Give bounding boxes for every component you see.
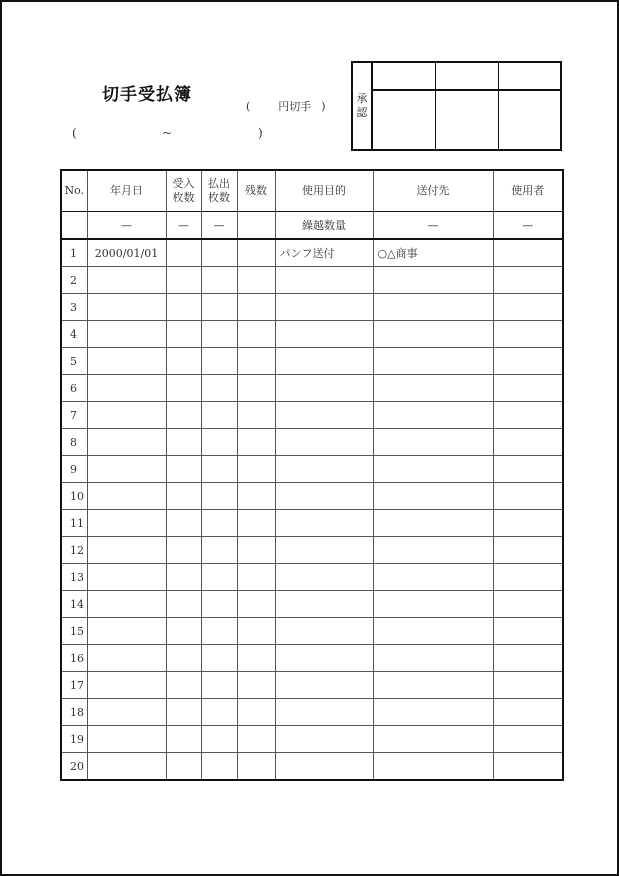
cell-received[interactable] — [166, 456, 201, 483]
cell-purpose[interactable] — [275, 294, 373, 321]
cell-issued[interactable] — [201, 402, 237, 429]
cell-issued[interactable] — [201, 726, 237, 753]
header-destination: 送付先 — [373, 170, 493, 212]
cell-date[interactable] — [87, 645, 166, 672]
cell-purpose[interactable] — [275, 267, 373, 294]
approval-title-cell-1[interactable] — [372, 62, 435, 90]
cell-user[interactable] — [493, 510, 563, 537]
cell-purpose[interactable] — [275, 483, 373, 510]
cell-no: 5 — [61, 348, 87, 375]
table-row — [61, 537, 563, 564]
period-open-paren: ( — [72, 126, 77, 140]
cell-remaining[interactable] — [237, 672, 275, 699]
carry-received-cell: — — [166, 212, 201, 240]
cell-destination[interactable] — [373, 591, 493, 618]
table-row — [61, 456, 563, 483]
cell-destination[interactable] — [373, 510, 493, 537]
approval-label — [352, 62, 372, 150]
cell-destination[interactable] — [373, 645, 493, 672]
cell-no: 11 — [61, 510, 87, 537]
cell-user[interactable] — [493, 726, 563, 753]
cell-user[interactable] — [493, 645, 563, 672]
carry-destination-cell: — — [373, 212, 493, 240]
cell-user[interactable] — [493, 591, 563, 618]
cell-remaining[interactable] — [237, 510, 275, 537]
cell-destination[interactable] — [373, 618, 493, 645]
stamp-type-label: 円切手 — [278, 100, 312, 113]
cell-date[interactable] — [87, 672, 166, 699]
cell-received[interactable] — [166, 239, 201, 267]
cell-issued[interactable] — [201, 537, 237, 564]
cell-destination[interactable] — [373, 672, 493, 699]
approval-title-cell-2[interactable] — [435, 62, 498, 90]
cell-destination[interactable] — [373, 483, 493, 510]
cell-issued[interactable] — [201, 510, 237, 537]
cell-user[interactable] — [493, 429, 563, 456]
cell-remaining[interactable] — [237, 645, 275, 672]
cell-date[interactable] — [87, 726, 166, 753]
cell-destination[interactable] — [373, 321, 493, 348]
approval-stamp-cell-3[interactable] — [498, 90, 561, 150]
cell-received[interactable] — [166, 537, 201, 564]
table-row — [61, 564, 563, 591]
cell-issued[interactable] — [201, 699, 237, 726]
cell-user[interactable] — [493, 537, 563, 564]
cell-received[interactable] — [166, 429, 201, 456]
cell-user[interactable] — [493, 267, 563, 294]
cell-received[interactable] — [166, 321, 201, 348]
approval-stamp-cell-2[interactable] — [435, 90, 498, 150]
cell-remaining[interactable] — [237, 267, 275, 294]
stamp-type-close-paren: ) — [321, 100, 326, 113]
cell-no: 4 — [61, 321, 87, 348]
cell-purpose[interactable]: パンフ送付 — [275, 239, 373, 267]
cell-received[interactable] — [166, 591, 201, 618]
cell-no: 13 — [61, 564, 87, 591]
carry-remaining-cell[interactable] — [237, 212, 275, 240]
cell-no: 9 — [61, 456, 87, 483]
carry-date-cell: — — [87, 212, 166, 240]
cell-issued[interactable] — [201, 564, 237, 591]
cell-issued[interactable] — [201, 321, 237, 348]
cell-issued[interactable] — [201, 672, 237, 699]
cell-remaining[interactable] — [237, 402, 275, 429]
cell-issued[interactable] — [201, 618, 237, 645]
cell-no: 15 — [61, 618, 87, 645]
cell-issued[interactable] — [201, 753, 237, 781]
header-received: 受入 枚数 — [166, 170, 201, 212]
cell-issued[interactable] — [201, 456, 237, 483]
table-row — [61, 645, 563, 672]
cell-issued[interactable] — [201, 429, 237, 456]
cell-received[interactable] — [166, 510, 201, 537]
cell-received[interactable] — [166, 564, 201, 591]
cell-destination[interactable] — [373, 456, 493, 483]
cell-received[interactable] — [166, 699, 201, 726]
cell-issued[interactable] — [201, 483, 237, 510]
carry-over-row — [61, 212, 563, 240]
cell-no: 3 — [61, 294, 87, 321]
cell-user[interactable] — [493, 699, 563, 726]
table-row — [61, 753, 563, 781]
cell-date[interactable] — [87, 591, 166, 618]
table-row — [61, 294, 563, 321]
cell-issued[interactable] — [201, 591, 237, 618]
cell-purpose[interactable] — [275, 564, 373, 591]
header-user: 使用者 — [493, 170, 563, 212]
table-row — [61, 348, 563, 375]
cell-received[interactable] — [166, 726, 201, 753]
table-row — [61, 618, 563, 645]
cell-user[interactable] — [493, 239, 563, 267]
cell-date[interactable] — [87, 348, 166, 375]
cell-destination[interactable] — [373, 726, 493, 753]
cell-user[interactable] — [493, 294, 563, 321]
cell-purpose[interactable] — [275, 321, 373, 348]
cell-remaining[interactable] — [237, 483, 275, 510]
cell-purpose[interactable] — [275, 402, 373, 429]
cell-remaining[interactable] — [237, 239, 275, 267]
cell-destination[interactable] — [373, 564, 493, 591]
cell-issued[interactable] — [201, 239, 237, 267]
cell-issued[interactable] — [201, 645, 237, 672]
cell-remaining[interactable] — [237, 375, 275, 402]
header-issued: 払出 枚数 — [201, 170, 237, 212]
cell-destination[interactable] — [373, 348, 493, 375]
table-row — [61, 267, 563, 294]
cell-destination[interactable] — [373, 267, 493, 294]
cell-received[interactable] — [166, 645, 201, 672]
cell-remaining[interactable] — [237, 429, 275, 456]
cell-user[interactable] — [493, 564, 563, 591]
cell-date[interactable] — [87, 537, 166, 564]
cell-no: 16 — [61, 645, 87, 672]
cell-purpose[interactable] — [275, 348, 373, 375]
cell-purpose[interactable] — [275, 591, 373, 618]
stamp-type-open-paren: ( — [246, 100, 251, 113]
cell-remaining[interactable] — [237, 591, 275, 618]
document-title: 切手受払簿 — [102, 85, 192, 105]
table-row — [61, 429, 563, 456]
cell-purpose[interactable] — [275, 645, 373, 672]
period-separator: ~ — [162, 126, 173, 140]
table-row — [61, 483, 563, 510]
header-remaining: 残数 — [237, 170, 275, 212]
cell-user[interactable] — [493, 753, 563, 781]
cell-date[interactable] — [87, 321, 166, 348]
table-header-row — [61, 170, 563, 212]
cell-destination[interactable] — [373, 429, 493, 456]
cell-remaining[interactable] — [237, 564, 275, 591]
cell-received[interactable] — [166, 402, 201, 429]
cell-received[interactable] — [166, 672, 201, 699]
cell-date[interactable] — [87, 294, 166, 321]
cell-destination[interactable] — [373, 699, 493, 726]
cell-received[interactable] — [166, 375, 201, 402]
cell-purpose[interactable] — [275, 672, 373, 699]
cell-date[interactable] — [87, 699, 166, 726]
approval-title-cell-3[interactable] — [498, 62, 561, 90]
cell-date[interactable] — [87, 753, 166, 781]
cell-user[interactable] — [493, 618, 563, 645]
cell-date[interactable] — [87, 456, 166, 483]
cell-user[interactable] — [493, 375, 563, 402]
approval-stamp-cell-1[interactable] — [372, 90, 435, 150]
cell-remaining[interactable] — [237, 348, 275, 375]
cell-user[interactable] — [493, 456, 563, 483]
cell-date[interactable] — [87, 483, 166, 510]
cell-date[interactable] — [87, 267, 166, 294]
carry-no-cell — [61, 212, 87, 240]
cell-remaining[interactable] — [237, 537, 275, 564]
cell-date[interactable] — [87, 375, 166, 402]
approval-box — [351, 61, 562, 151]
cell-date[interactable] — [87, 618, 166, 645]
cell-date[interactable] — [87, 402, 166, 429]
cell-purpose[interactable] — [275, 699, 373, 726]
cell-date[interactable] — [87, 564, 166, 591]
table-row — [61, 239, 563, 267]
table-row — [61, 699, 563, 726]
cell-no: 7 — [61, 402, 87, 429]
cell-remaining[interactable] — [237, 753, 275, 781]
cell-purpose[interactable] — [275, 429, 373, 456]
cell-issued[interactable] — [201, 294, 237, 321]
table-row — [61, 726, 563, 753]
cell-destination[interactable] — [373, 537, 493, 564]
cell-received[interactable] — [166, 348, 201, 375]
header-no: No. — [61, 170, 87, 212]
cell-received[interactable] — [166, 294, 201, 321]
cell-purpose[interactable] — [275, 456, 373, 483]
cell-no: 17 — [61, 672, 87, 699]
cell-received[interactable] — [166, 753, 201, 781]
cell-purpose[interactable] — [275, 375, 373, 402]
cell-remaining[interactable] — [237, 294, 275, 321]
cell-user[interactable] — [493, 483, 563, 510]
period-close-paren: ) — [258, 126, 263, 140]
approval-label-text: 承 認 — [356, 92, 368, 119]
cell-no: 19 — [61, 726, 87, 753]
cell-purpose[interactable] — [275, 537, 373, 564]
cell-date[interactable] — [87, 510, 166, 537]
carry-issued-cell: — — [201, 212, 237, 240]
table-row — [61, 672, 563, 699]
cell-purpose[interactable] — [275, 618, 373, 645]
table-row — [61, 510, 563, 537]
cell-remaining[interactable] — [237, 321, 275, 348]
cell-date[interactable]: 2000/01/01 — [87, 239, 166, 267]
cell-received[interactable] — [166, 483, 201, 510]
carry-user-cell: — — [493, 212, 563, 240]
cell-no: 1 — [61, 239, 87, 267]
cell-purpose[interactable] — [275, 510, 373, 537]
cell-received[interactable] — [166, 618, 201, 645]
cell-user[interactable] — [493, 672, 563, 699]
cell-no: 18 — [61, 699, 87, 726]
cell-no: 14 — [61, 591, 87, 618]
cell-no: 2 — [61, 267, 87, 294]
cell-user[interactable] — [493, 348, 563, 375]
cell-purpose[interactable] — [275, 753, 373, 781]
header-date: 年月日 — [87, 170, 166, 212]
table-row — [61, 375, 563, 402]
cell-purpose[interactable] — [275, 726, 373, 753]
cell-no: 10 — [61, 483, 87, 510]
header-purpose: 使用目的 — [275, 170, 373, 212]
cell-remaining[interactable] — [237, 456, 275, 483]
cell-no: 6 — [61, 375, 87, 402]
cell-remaining[interactable] — [237, 699, 275, 726]
cell-no: 20 — [61, 753, 87, 781]
cell-no: 8 — [61, 429, 87, 456]
cell-destination[interactable] — [373, 402, 493, 429]
cell-remaining[interactable] — [237, 618, 275, 645]
stamp-ledger-table — [60, 169, 564, 781]
cell-issued[interactable] — [201, 348, 237, 375]
cell-issued[interactable] — [201, 267, 237, 294]
cell-no: 12 — [61, 537, 87, 564]
cell-destination[interactable] — [373, 375, 493, 402]
cell-destination[interactable] — [373, 294, 493, 321]
cell-received[interactable] — [166, 267, 201, 294]
stamp-type-field[interactable] — [246, 98, 326, 114]
table-row — [61, 591, 563, 618]
cell-date[interactable] — [87, 429, 166, 456]
cell-destination[interactable] — [373, 753, 493, 781]
cell-issued[interactable] — [201, 375, 237, 402]
table-row — [61, 321, 563, 348]
carry-purpose-cell: 繰越数量 — [275, 212, 373, 240]
cell-user[interactable] — [493, 402, 563, 429]
cell-remaining[interactable] — [237, 726, 275, 753]
table-row — [61, 402, 563, 429]
cell-destination[interactable]: ○△商事 — [373, 239, 493, 267]
cell-user[interactable] — [493, 321, 563, 348]
